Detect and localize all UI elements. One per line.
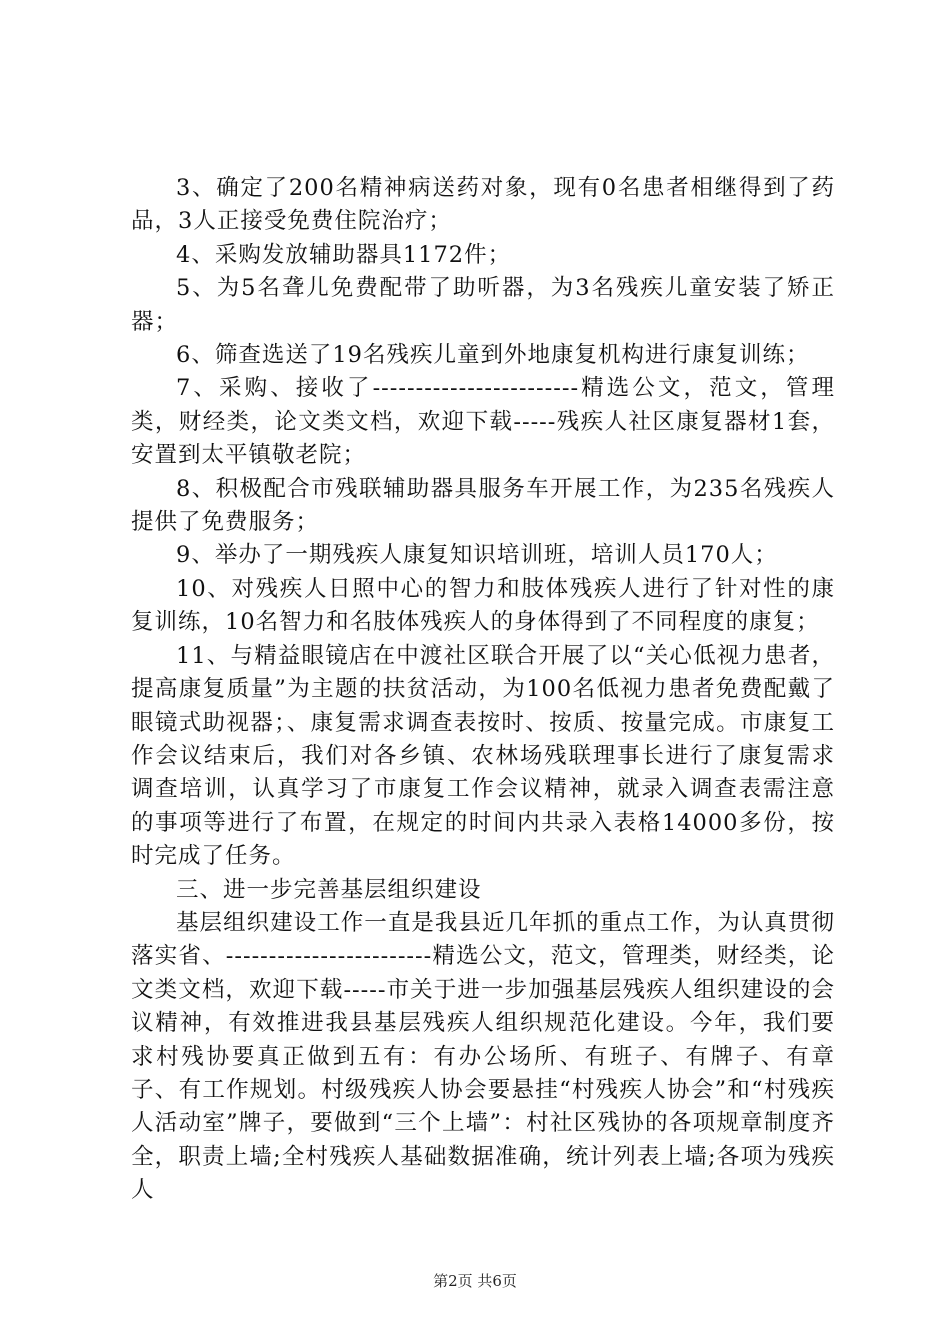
- paragraph-item-10: 10、对残疾人日照中心的智力和肢体残疾人进行了针对性的康复训练，10名智力和名肢体残疾人的身体得到了不同程度的康复；: [131, 575, 835, 636]
- paragraph-item-9: 9、举办了一期残疾人康复知识培训班，培训人员170人；: [176, 542, 778, 569]
- paragraph-item-3: 3、确定了200名精神病送药对象，现有0名患者相继得到了药品，3人正接受免费住院治疗；: [131, 175, 835, 235]
- document-body: [131, 172, 835, 1208]
- section-heading: 三、进一步完善基层组织建设: [176, 876, 482, 903]
- paragraph-item-11: 11、与精益眼镜店在中渡社区联合开展了以“关心低视力患者，提高康复质量”为主题的扶贫活动，为100名低视力患者免费配戴了眼镜式助视器；、康复需求调查表按时、按质、按量完成。市康复工作会议结束后，我们对各乡镇、农林场残联理事长进行了康复需求调查培训，认真学习了市康复工作会议精神，就录入调查表需注意的事项等进行了布置，在规定的时间内共录入表格14000多份，按时完成了任务。: [131, 642, 835, 870]
- paragraph-item-7: 7、采购、接收了------------------------精选公文，范文，管理类，财经类，论文类文档，欢迎下载-----残疾人社区康复器材1套，安置到太平镇敬老院；: [131, 375, 835, 469]
- paragraph-item-6: 6、筛查选送了19名残疾儿童到外地康复机构进行康复训练；: [176, 342, 810, 369]
- paragraph-organization: 基层组织建设工作一直是我县近几年抓的重点工作，为认真贯彻落实省、------------------------精选公文，范文，管理类，财经类，论文类文档，欢迎下载-----市关于进一步加强基层残疾人组织建设的会议精神，有效推进我县基层残疾人组织规范化建设。今年，我们要求村残协要真正做到五有：有办公场所、有班子、有牌子、有章子、有工作规划。村级残疾人协会要悬挂“村残疾人协会”和“村残疾人活动室”牌子，要做到“三个上墙”：村社区残协的各项规章制度齐全，职责上墙;全村残疾人基础数据准确，统计列表上墙;各项为残疾人: [131, 909, 835, 1204]
- paragraph-item-8: 8、积极配合市残联辅助器具服务车开展工作，为235名残疾人提供了免费服务；: [131, 475, 835, 536]
- page-footer: 第2页 共6页: [433, 1272, 517, 1290]
- paragraph-item-5: 5、为5名聋儿免费配带了助听器，为3名残疾儿童安装了矫正器；: [131, 275, 835, 335]
- paragraph-item-4: 4、采购发放辅助器具1172件；: [176, 241, 512, 268]
